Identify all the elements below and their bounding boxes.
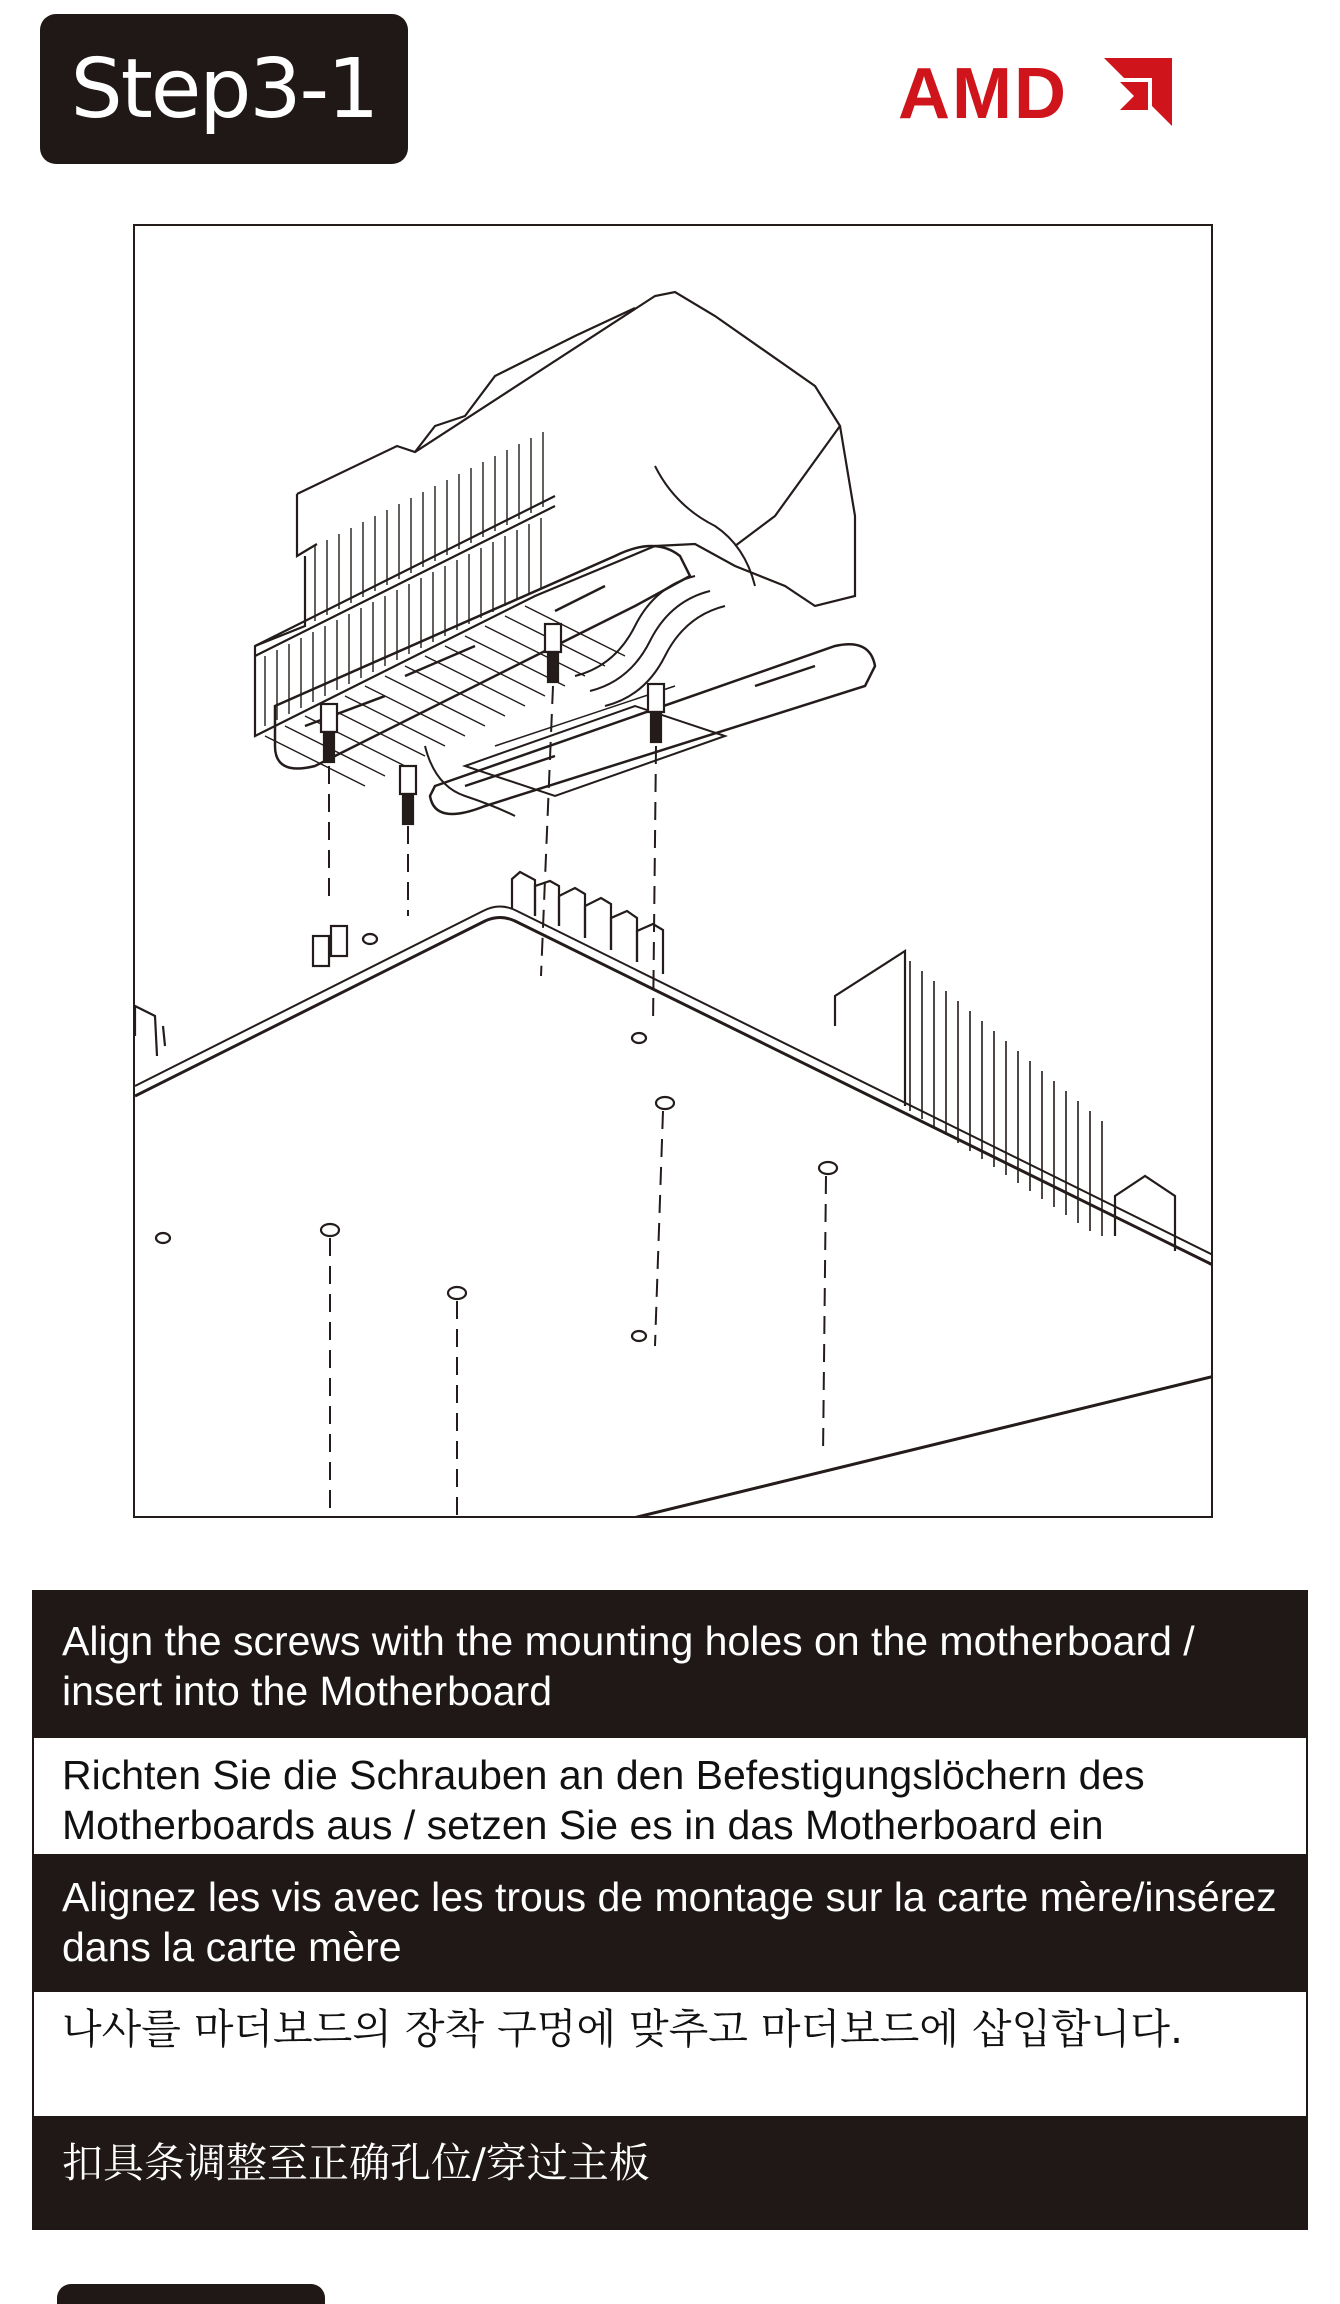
capacitors — [313, 926, 347, 966]
installation-figure — [133, 224, 1213, 1518]
mounting-holes — [156, 934, 837, 1341]
next-step-badge — [57, 2284, 325, 2304]
instruction-german: Richten Sie die Schrauben an den Befestigungslöchern des Motherboards aus / setzen Sie es in das Motherboard ein — [34, 1732, 1306, 1860]
cooler-motherboard-illustration — [135, 226, 1213, 1518]
brand-text: AMD — [898, 56, 1068, 126]
screw-1 — [321, 704, 337, 762]
motherboard-drawing — [135, 872, 1213, 1518]
amd-arrow-icon — [1104, 58, 1172, 126]
instruction-panels — [32, 1590, 1308, 2230]
screw-4 — [648, 684, 664, 742]
instruction-korean: 나사를 마더보드의 장착 구멍에 맞추고 마더보드에 삽입합니다. — [34, 1986, 1306, 2122]
step-label: Step3-1 — [70, 41, 378, 137]
motherboard-connectors — [512, 872, 663, 974]
instruction-french: Alignez les vis avec les trous de montage sur la carte mère/insérez dans la carte mère — [34, 1860, 1306, 1986]
screw-3 — [545, 624, 561, 682]
vrm-heatsink — [835, 951, 1175, 1251]
heatsink-fins — [265, 432, 625, 786]
screw-2 — [400, 766, 416, 824]
step-badge — [40, 14, 408, 164]
instruction-chinese: 扣具条调整至正确孔位/穿过主板 — [34, 2122, 1306, 2228]
cpu-cooler-drawing — [255, 292, 875, 1516]
instruction-english: Align the screws with the mounting holes on the motherboard / insert into the Motherboard — [34, 1592, 1306, 1732]
amd-logo — [898, 56, 1174, 126]
